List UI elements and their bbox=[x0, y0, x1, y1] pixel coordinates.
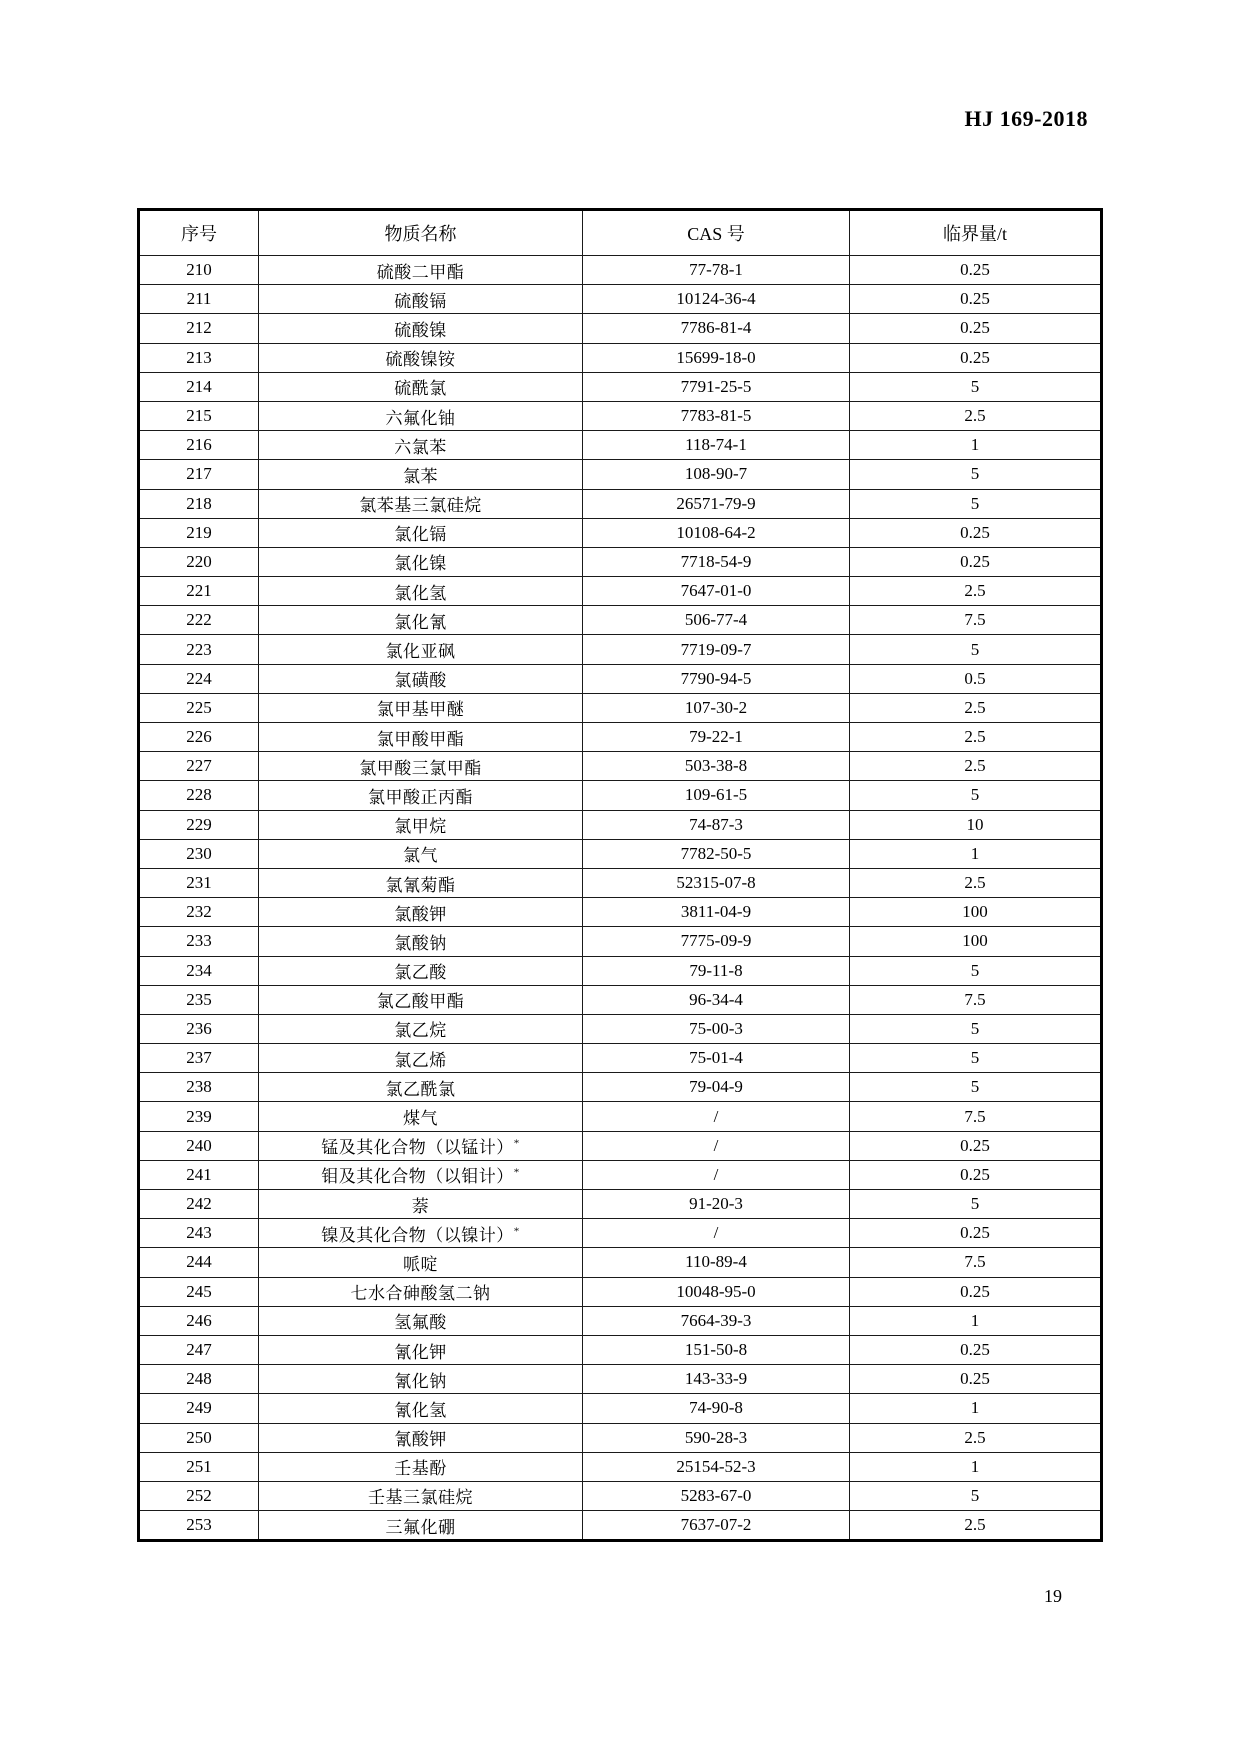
cell-cas-number: 15699-18-0 bbox=[583, 343, 850, 372]
cell-critical-quantity: 1 bbox=[850, 839, 1102, 868]
cell-cas-number: 7791-25-5 bbox=[583, 372, 850, 401]
table-row bbox=[139, 1365, 1102, 1394]
table-row bbox=[139, 1131, 1102, 1160]
cell-cas-number: 109-61-5 bbox=[583, 781, 850, 810]
cell-substance-name bbox=[259, 1423, 583, 1452]
cell-substance-name bbox=[259, 1190, 583, 1219]
substance-name-text: 氯乙酸 bbox=[394, 963, 447, 983]
table-row bbox=[139, 1277, 1102, 1306]
cell-critical-quantity: 5 bbox=[850, 1190, 1102, 1219]
cell-critical-quantity: 0.25 bbox=[850, 1160, 1102, 1189]
cell-substance-name bbox=[259, 985, 583, 1014]
cell-critical-quantity: 0.25 bbox=[850, 1365, 1102, 1394]
substance-name-text: 氯乙烷 bbox=[394, 1021, 447, 1041]
cell-cas-number: 10124-36-4 bbox=[583, 285, 850, 314]
cell-index: 234 bbox=[139, 956, 259, 985]
substance-name-text: 氢氟酸 bbox=[394, 1313, 447, 1333]
cell-cas-number: 118-74-1 bbox=[583, 431, 850, 460]
table-row bbox=[139, 1102, 1102, 1131]
substance-name-text: 氰酸钾 bbox=[394, 1430, 447, 1450]
cell-critical-quantity: 2.5 bbox=[850, 1511, 1102, 1541]
table-row bbox=[139, 635, 1102, 664]
cell-cas-number: 503-38-8 bbox=[583, 752, 850, 781]
table-row bbox=[139, 1394, 1102, 1423]
cell-substance-name bbox=[259, 431, 583, 460]
cell-critical-quantity: 1 bbox=[850, 1452, 1102, 1481]
cell-index: 239 bbox=[139, 1102, 259, 1131]
cell-substance-name bbox=[259, 1073, 583, 1102]
cell-critical-quantity: 5 bbox=[850, 460, 1102, 489]
cell-index: 223 bbox=[139, 635, 259, 664]
cell-substance-name bbox=[259, 781, 583, 810]
substance-name-text: 氯乙酸甲酯 bbox=[376, 992, 465, 1012]
table-row bbox=[139, 664, 1102, 693]
table-row bbox=[139, 839, 1102, 868]
cell-cas-number: / bbox=[583, 1160, 850, 1189]
substance-name-text: 氯甲酸三氯甲酯 bbox=[359, 758, 482, 778]
cell-substance-name bbox=[259, 606, 583, 635]
cell-index: 246 bbox=[139, 1306, 259, 1335]
table-row bbox=[139, 401, 1102, 430]
table-row bbox=[139, 1511, 1102, 1541]
table-row bbox=[139, 781, 1102, 810]
cell-substance-name bbox=[259, 401, 583, 430]
cell-index: 235 bbox=[139, 985, 259, 1014]
table-row bbox=[139, 1044, 1102, 1073]
substance-name-text: 氯酸钠 bbox=[394, 933, 447, 953]
cell-cas-number: 96-34-4 bbox=[583, 985, 850, 1014]
cell-index: 244 bbox=[139, 1248, 259, 1277]
cell-critical-quantity: 7.5 bbox=[850, 606, 1102, 635]
cell-critical-quantity: 10 bbox=[850, 810, 1102, 839]
cell-substance-name bbox=[259, 1131, 583, 1160]
cell-substance-name bbox=[259, 839, 583, 868]
cell-substance-name bbox=[259, 693, 583, 722]
cell-critical-quantity: 2.5 bbox=[850, 868, 1102, 897]
table-row bbox=[139, 547, 1102, 576]
cell-critical-quantity: 0.25 bbox=[850, 518, 1102, 547]
cell-index: 253 bbox=[139, 1511, 259, 1541]
cell-index: 225 bbox=[139, 693, 259, 722]
substances-table bbox=[137, 208, 1103, 1542]
cell-index: 222 bbox=[139, 606, 259, 635]
table-row bbox=[139, 927, 1102, 956]
cell-index: 215 bbox=[139, 401, 259, 430]
cell-index: 247 bbox=[139, 1335, 259, 1364]
cell-cas-number: 91-20-3 bbox=[583, 1190, 850, 1219]
substance-name-text: 氯化亚砜 bbox=[385, 642, 456, 662]
cell-critical-quantity: 0.25 bbox=[850, 1131, 1102, 1160]
cell-index: 228 bbox=[139, 781, 259, 810]
cell-cas-number: 7719-09-7 bbox=[583, 635, 850, 664]
cell-cas-number: 10048-95-0 bbox=[583, 1277, 850, 1306]
substance-name-text: 氯乙酰氯 bbox=[385, 1079, 456, 1099]
cell-substance-name bbox=[259, 664, 583, 693]
cell-index: 214 bbox=[139, 372, 259, 401]
cell-substance-name bbox=[259, 518, 583, 547]
substance-name-footnote-star: * bbox=[513, 1137, 520, 1150]
cell-index: 231 bbox=[139, 868, 259, 897]
cell-index: 212 bbox=[139, 314, 259, 343]
table-row bbox=[139, 1335, 1102, 1364]
cell-critical-quantity: 0.25 bbox=[850, 285, 1102, 314]
cell-critical-quantity: 2.5 bbox=[850, 723, 1102, 752]
substance-name-text: 氯氰菊酯 bbox=[385, 875, 456, 895]
cell-cas-number: 75-01-4 bbox=[583, 1044, 850, 1073]
cell-index: 248 bbox=[139, 1365, 259, 1394]
cell-critical-quantity: 5 bbox=[850, 956, 1102, 985]
table-row bbox=[139, 518, 1102, 547]
table-header-row bbox=[139, 210, 1102, 256]
substance-name-text: 六氯苯 bbox=[394, 437, 447, 457]
cell-substance-name bbox=[259, 547, 583, 576]
cell-substance-name bbox=[259, 1335, 583, 1364]
cell-substance-name bbox=[259, 1248, 583, 1277]
cell-cas-number: 10108-64-2 bbox=[583, 518, 850, 547]
substance-name-text: 氰化氢 bbox=[394, 1400, 447, 1420]
cell-index: 226 bbox=[139, 723, 259, 752]
table-row bbox=[139, 372, 1102, 401]
cell-critical-quantity: 0.5 bbox=[850, 664, 1102, 693]
cell-substance-name bbox=[259, 577, 583, 606]
cell-substance-name bbox=[259, 752, 583, 781]
substance-name-text: 氯甲烷 bbox=[394, 817, 447, 837]
cell-index: 216 bbox=[139, 431, 259, 460]
substance-table-body bbox=[139, 256, 1102, 1541]
substance-name-text: 硫酸二甲酯 bbox=[376, 262, 465, 282]
standard-number-header: HJ 169-2018 bbox=[964, 106, 1088, 131]
cell-substance-name bbox=[259, 635, 583, 664]
cell-critical-quantity: 2.5 bbox=[850, 577, 1102, 606]
cell-substance-name bbox=[259, 1306, 583, 1335]
substance-name-text: 七水合砷酸氢二钠 bbox=[350, 1284, 491, 1304]
cell-index: 233 bbox=[139, 927, 259, 956]
cell-index: 240 bbox=[139, 1131, 259, 1160]
table-row bbox=[139, 489, 1102, 518]
table-row bbox=[139, 1073, 1102, 1102]
cell-substance-name bbox=[259, 1511, 583, 1541]
cell-cas-number: 110-89-4 bbox=[583, 1248, 850, 1277]
cell-critical-quantity: 0.25 bbox=[850, 256, 1102, 285]
table-row bbox=[139, 606, 1102, 635]
cell-substance-name bbox=[259, 810, 583, 839]
cell-index: 218 bbox=[139, 489, 259, 518]
substance-name-text: 硫酰氯 bbox=[394, 379, 447, 399]
col-header-cas-number: CAS 号 bbox=[583, 210, 850, 256]
cell-substance-name bbox=[259, 460, 583, 489]
cell-cas-number: 151-50-8 bbox=[583, 1335, 850, 1364]
cell-substance-name bbox=[259, 285, 583, 314]
cell-cas-number: 3811-04-9 bbox=[583, 898, 850, 927]
table-row bbox=[139, 1248, 1102, 1277]
substance-name-text: 氯磺酸 bbox=[394, 671, 447, 691]
cell-cas-number: 79-04-9 bbox=[583, 1073, 850, 1102]
cell-cas-number: 79-22-1 bbox=[583, 723, 850, 752]
cell-cas-number: / bbox=[583, 1102, 850, 1131]
cell-index: 238 bbox=[139, 1073, 259, 1102]
substance-name-text: 萘 bbox=[411, 1196, 430, 1216]
table-row bbox=[139, 985, 1102, 1014]
cell-index: 219 bbox=[139, 518, 259, 547]
substance-name-footnote-star: * bbox=[513, 1166, 520, 1179]
cell-critical-quantity: 5 bbox=[850, 635, 1102, 664]
table-row bbox=[139, 1423, 1102, 1452]
cell-index: 213 bbox=[139, 343, 259, 372]
substance-name-text: 三氟化硼 bbox=[385, 1517, 456, 1537]
cell-substance-name bbox=[259, 489, 583, 518]
cell-critical-quantity: 5 bbox=[850, 781, 1102, 810]
cell-cas-number: 590-28-3 bbox=[583, 1423, 850, 1452]
cell-critical-quantity: 7.5 bbox=[850, 1102, 1102, 1131]
cell-cas-number: 7637-07-2 bbox=[583, 1511, 850, 1541]
cell-substance-name bbox=[259, 1452, 583, 1481]
cell-cas-number: 108-90-7 bbox=[583, 460, 850, 489]
cell-critical-quantity: 5 bbox=[850, 1481, 1102, 1510]
substance-name-text: 氯气 bbox=[403, 846, 438, 866]
cell-index: 245 bbox=[139, 1277, 259, 1306]
cell-cas-number: 7782-50-5 bbox=[583, 839, 850, 868]
cell-substance-name bbox=[259, 868, 583, 897]
table-row bbox=[139, 314, 1102, 343]
table-row bbox=[139, 1219, 1102, 1248]
substance-name-text: 壬基三氯硅烷 bbox=[368, 1488, 473, 1508]
substance-name-text: 氯化氰 bbox=[394, 612, 447, 632]
cell-critical-quantity: 100 bbox=[850, 927, 1102, 956]
cell-cas-number: 26571-79-9 bbox=[583, 489, 850, 518]
substance-name-text: 氯乙烯 bbox=[394, 1050, 447, 1070]
cell-cas-number: 79-11-8 bbox=[583, 956, 850, 985]
substance-name-text: 氰化钾 bbox=[394, 1342, 447, 1362]
cell-critical-quantity: 2.5 bbox=[850, 1423, 1102, 1452]
cell-critical-quantity: 0.25 bbox=[850, 314, 1102, 343]
cell-substance-name bbox=[259, 1044, 583, 1073]
cell-index: 229 bbox=[139, 810, 259, 839]
table-row bbox=[139, 1014, 1102, 1043]
cell-substance-name bbox=[259, 372, 583, 401]
cell-index: 236 bbox=[139, 1014, 259, 1043]
table-row bbox=[139, 1306, 1102, 1335]
substance-name-text: 氯苯 bbox=[403, 466, 438, 486]
cell-index: 227 bbox=[139, 752, 259, 781]
cell-cas-number: 107-30-2 bbox=[583, 693, 850, 722]
cell-critical-quantity: 1 bbox=[850, 1394, 1102, 1423]
table-row bbox=[139, 1452, 1102, 1481]
cell-cas-number: 7718-54-9 bbox=[583, 547, 850, 576]
substance-name-text: 氯甲酸正丙酯 bbox=[368, 787, 473, 807]
table-row bbox=[139, 810, 1102, 839]
cell-substance-name bbox=[259, 1481, 583, 1510]
substance-name-text: 壬基酚 bbox=[394, 1459, 447, 1479]
cell-index: 252 bbox=[139, 1481, 259, 1510]
substance-name-text: 氯化镉 bbox=[394, 525, 447, 545]
substance-name-text: 氯化氢 bbox=[394, 583, 447, 603]
cell-index: 241 bbox=[139, 1160, 259, 1189]
cell-critical-quantity: 0.25 bbox=[850, 547, 1102, 576]
table-row bbox=[139, 460, 1102, 489]
cell-substance-name bbox=[259, 1219, 583, 1248]
cell-cas-number: 74-87-3 bbox=[583, 810, 850, 839]
cell-index: 217 bbox=[139, 460, 259, 489]
cell-substance-name bbox=[259, 1014, 583, 1043]
cell-substance-name bbox=[259, 956, 583, 985]
substance-name-text: 硫酸镉 bbox=[394, 291, 447, 311]
cell-critical-quantity: 5 bbox=[850, 1073, 1102, 1102]
col-header-index: 序号 bbox=[139, 210, 259, 256]
substance-name-text: 氯化镍 bbox=[394, 554, 447, 574]
substance-name-footnote-star: * bbox=[513, 1225, 520, 1238]
cell-critical-quantity: 5 bbox=[850, 1044, 1102, 1073]
cell-substance-name bbox=[259, 1394, 583, 1423]
cell-critical-quantity: 5 bbox=[850, 489, 1102, 518]
cell-critical-quantity: 0.25 bbox=[850, 1219, 1102, 1248]
substance-name-text: 哌啶 bbox=[403, 1254, 438, 1274]
cell-index: 230 bbox=[139, 839, 259, 868]
substance-name-text: 硫酸镍 bbox=[394, 320, 447, 340]
cell-substance-name bbox=[259, 1365, 583, 1394]
cell-critical-quantity: 5 bbox=[850, 372, 1102, 401]
cell-cas-number: 506-77-4 bbox=[583, 606, 850, 635]
cell-substance-name bbox=[259, 256, 583, 285]
table-row bbox=[139, 752, 1102, 781]
cell-critical-quantity: 7.5 bbox=[850, 985, 1102, 1014]
table-row bbox=[139, 1190, 1102, 1219]
table-row bbox=[139, 868, 1102, 897]
cell-cas-number: 7664-39-3 bbox=[583, 1306, 850, 1335]
cell-critical-quantity: 0.25 bbox=[850, 1277, 1102, 1306]
cell-critical-quantity: 2.5 bbox=[850, 401, 1102, 430]
cell-index: 232 bbox=[139, 898, 259, 927]
cell-index: 249 bbox=[139, 1394, 259, 1423]
cell-cas-number: / bbox=[583, 1131, 850, 1160]
table-row bbox=[139, 285, 1102, 314]
table-row bbox=[139, 1160, 1102, 1189]
cell-substance-name bbox=[259, 927, 583, 956]
substance-name-text: 氯甲酸甲酯 bbox=[376, 729, 465, 749]
cell-critical-quantity: 0.25 bbox=[850, 343, 1102, 372]
table-row bbox=[139, 577, 1102, 606]
cell-critical-quantity: 100 bbox=[850, 898, 1102, 927]
cell-cas-number: 25154-52-3 bbox=[583, 1452, 850, 1481]
cell-substance-name bbox=[259, 343, 583, 372]
substance-name-text: 硫酸镍铵 bbox=[385, 350, 456, 370]
table-row bbox=[139, 693, 1102, 722]
cell-cas-number: 5283-67-0 bbox=[583, 1481, 850, 1510]
cell-substance-name bbox=[259, 898, 583, 927]
substance-name-text: 煤气 bbox=[403, 1109, 438, 1129]
table-row bbox=[139, 956, 1102, 985]
substance-name-text: 六氟化铀 bbox=[385, 408, 456, 428]
col-header-critical-quantity: 临界量/t bbox=[850, 210, 1102, 256]
cell-substance-name bbox=[259, 314, 583, 343]
cell-cas-number: 7647-01-0 bbox=[583, 577, 850, 606]
cell-index: 237 bbox=[139, 1044, 259, 1073]
cell-cas-number: / bbox=[583, 1219, 850, 1248]
cell-cas-number: 74-90-8 bbox=[583, 1394, 850, 1423]
substance-name-text: 氯甲基甲醚 bbox=[376, 700, 465, 720]
substance-name-text: 氰化钠 bbox=[394, 1371, 447, 1391]
cell-cas-number: 52315-07-8 bbox=[583, 868, 850, 897]
table-row bbox=[139, 723, 1102, 752]
cell-cas-number: 7775-09-9 bbox=[583, 927, 850, 956]
substance-name-text: 钼及其化合物（以钼计） bbox=[321, 1167, 514, 1187]
cell-cas-number: 7783-81-5 bbox=[583, 401, 850, 430]
cell-critical-quantity: 5 bbox=[850, 1014, 1102, 1043]
cell-critical-quantity: 7.5 bbox=[850, 1248, 1102, 1277]
page-number: 19 bbox=[1044, 1586, 1062, 1606]
cell-index: 243 bbox=[139, 1219, 259, 1248]
table-row bbox=[139, 256, 1102, 285]
cell-index: 242 bbox=[139, 1190, 259, 1219]
cell-critical-quantity: 0.25 bbox=[850, 1335, 1102, 1364]
table-row bbox=[139, 1481, 1102, 1510]
table-row bbox=[139, 343, 1102, 372]
cell-cas-number: 7790-94-5 bbox=[583, 664, 850, 693]
cell-cas-number: 143-33-9 bbox=[583, 1365, 850, 1394]
cell-substance-name bbox=[259, 1160, 583, 1189]
cell-index: 221 bbox=[139, 577, 259, 606]
cell-index: 224 bbox=[139, 664, 259, 693]
cell-cas-number: 75-00-3 bbox=[583, 1014, 850, 1043]
cell-index: 250 bbox=[139, 1423, 259, 1452]
substance-name-text: 氯苯基三氯硅烷 bbox=[359, 496, 482, 516]
cell-cas-number: 7786-81-4 bbox=[583, 314, 850, 343]
substance-name-text: 锰及其化合物（以锰计） bbox=[321, 1138, 514, 1158]
cell-substance-name bbox=[259, 1277, 583, 1306]
cell-critical-quantity: 1 bbox=[850, 431, 1102, 460]
cell-cas-number: 77-78-1 bbox=[583, 256, 850, 285]
cell-index: 210 bbox=[139, 256, 259, 285]
cell-critical-quantity: 1 bbox=[850, 1306, 1102, 1335]
cell-index: 211 bbox=[139, 285, 259, 314]
cell-index: 220 bbox=[139, 547, 259, 576]
cell-index: 251 bbox=[139, 1452, 259, 1481]
cell-critical-quantity: 2.5 bbox=[850, 752, 1102, 781]
substance-name-text: 镍及其化合物（以镍计） bbox=[321, 1225, 514, 1245]
cell-substance-name bbox=[259, 1102, 583, 1131]
substance-name-text: 氯酸钾 bbox=[394, 904, 447, 924]
col-header-substance-name: 物质名称 bbox=[259, 210, 583, 256]
cell-critical-quantity: 2.5 bbox=[850, 693, 1102, 722]
table-row bbox=[139, 898, 1102, 927]
cell-substance-name bbox=[259, 723, 583, 752]
table-row bbox=[139, 431, 1102, 460]
